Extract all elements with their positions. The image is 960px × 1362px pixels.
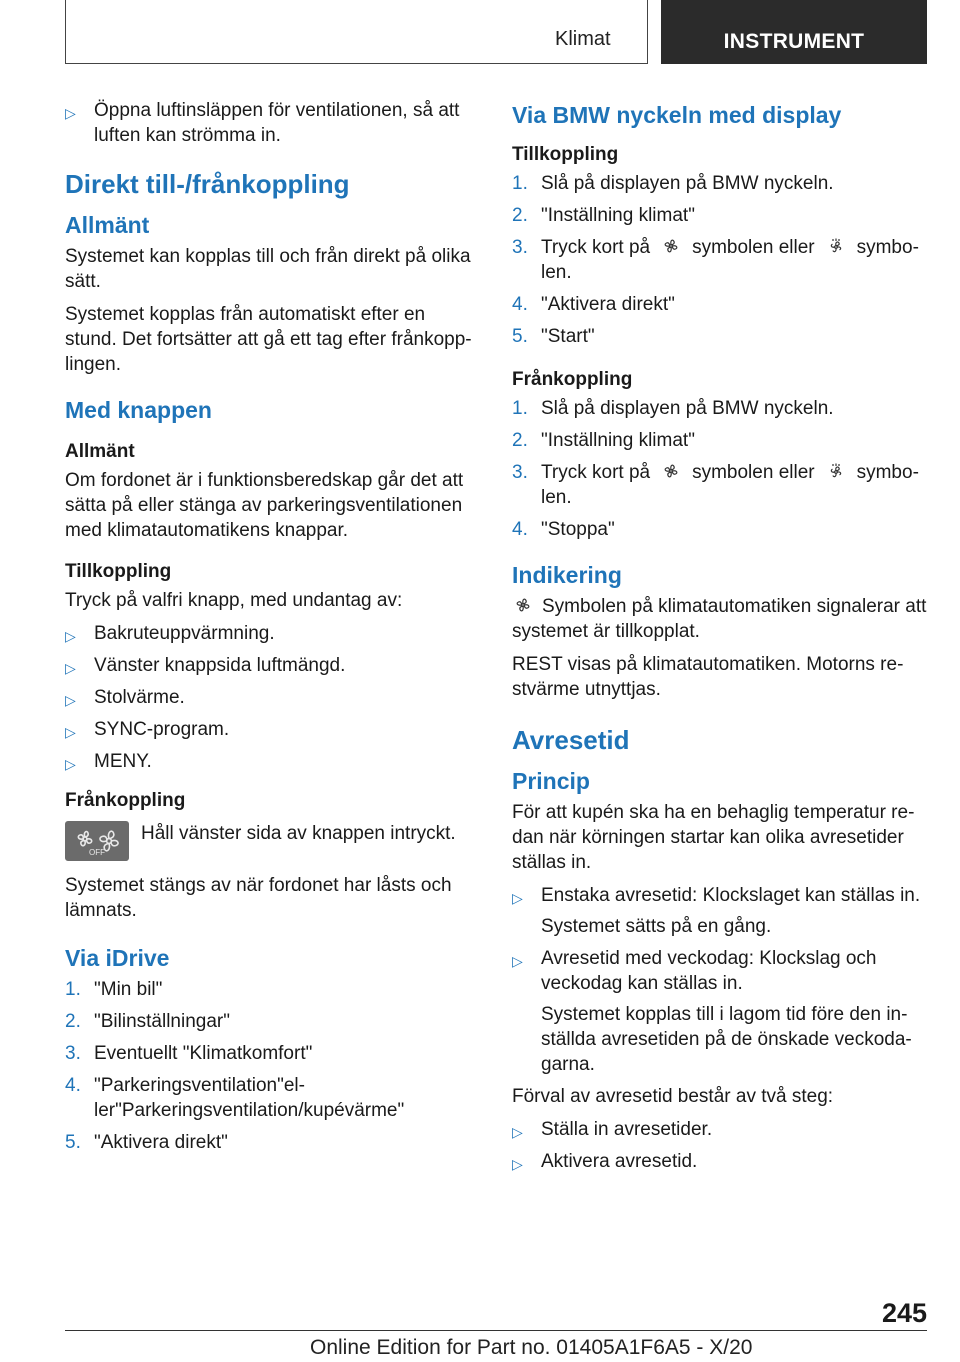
list-item: ▷ MENY. bbox=[65, 749, 475, 774]
fan-icon bbox=[514, 596, 532, 614]
footer-divider bbox=[65, 1330, 927, 1331]
list-item: ▷ Öppna luftinsläppen för ventilationen, så att luften kan strömma in. bbox=[65, 100, 460, 146]
heading-idrive: Via iDrive bbox=[65, 945, 170, 971]
off-instruction bbox=[65, 821, 475, 863]
subheading-tillkoppling: Tillkoppling bbox=[512, 144, 619, 165]
paragraph: Tryck på valfri knapp, med undantag av: bbox=[65, 590, 403, 611]
setup-steps bbox=[512, 1117, 932, 1174]
list-item: ▷ Enstaka avresetid: Klockslaget kan ställas in. Systemet sätts på en gång. bbox=[512, 885, 921, 937]
paragraph: Om fordonet är i funktionsberedskap går det att sätta på eller stänga av parkeringsventilationen med klimatautomatikens knappar. bbox=[65, 470, 464, 541]
list-item: ▷ Bakruteuppvärmning. bbox=[65, 621, 475, 646]
triangle-bullet-icon: ▷ bbox=[512, 890, 523, 906]
list-item: 5. "Start" bbox=[512, 326, 595, 347]
fan-icon bbox=[662, 462, 680, 480]
fan-off-button-icon bbox=[65, 821, 129, 861]
heading-princip: Princip bbox=[512, 768, 590, 794]
heading-bmw-key: Via BMW nyckeln med display bbox=[512, 102, 842, 128]
list-item: ▷ Stolvärme. bbox=[65, 685, 475, 710]
section-title: Klimat bbox=[555, 28, 611, 50]
left-column bbox=[65, 98, 475, 1162]
paragraph: Håll vänster sida av knappen intryckt. bbox=[141, 823, 456, 844]
paragraph: Systemet kopplas från automatiskt efter en stund. Det fortsätter att gå ett tag efter frånkopplingen. bbox=[65, 304, 472, 375]
paragraph: REST visas på klimatautomatiken. Motorns restvärme utnyttjas. bbox=[512, 654, 904, 700]
triangle-bullet-icon: ▷ bbox=[512, 1156, 523, 1172]
off-label: OFF bbox=[89, 848, 105, 857]
triangle-bullet-icon: ▷ bbox=[65, 628, 76, 644]
heading-indikering: Indikering bbox=[512, 562, 622, 588]
paragraph: För att kupén ska ha en behaglig temperatur redan när körningen startar kan olika avresetider ställas in. bbox=[512, 802, 915, 873]
idrive-steps bbox=[65, 977, 475, 1155]
avresetid-types bbox=[512, 883, 932, 1077]
list-item: ▷ Ställa in avresetider. bbox=[512, 1117, 932, 1142]
heading-direct: Direkt till-/frånkoppling bbox=[65, 169, 350, 199]
paragraph: Förval av avresetid består av två steg: bbox=[512, 1086, 834, 1107]
list-item: 2. "Inställning klimat" bbox=[512, 205, 695, 226]
list-item: 3. Tryck kort på symbolen eller symbolen. bbox=[512, 462, 919, 508]
ventilation-icon bbox=[827, 462, 845, 480]
heading-avresetid: Avresetid bbox=[512, 725, 630, 755]
paragraph: Systemet kan kopplas till och från direkt på olika sätt. bbox=[65, 246, 471, 292]
triangle-bullet-icon: ▷ bbox=[65, 756, 76, 772]
ventilation-icon bbox=[827, 237, 845, 255]
list-item: 4. "Aktivera direkt" bbox=[512, 294, 675, 315]
footer-edition: Online Edition for Part no. 01405A1F6A5 - X/20 bbox=[310, 1336, 753, 1359]
list-item: 4. "Stoppa" bbox=[512, 519, 615, 540]
heading-allmant: Allmänt bbox=[65, 212, 150, 238]
list-item: 1. "Min bil" bbox=[65, 979, 163, 1000]
key-on-steps bbox=[512, 171, 932, 349]
list-item: 1. Slå på displayen på BMW nyckeln. bbox=[512, 398, 834, 419]
paragraph: Symbolen på klimatautomatiken signalerar att systemet är tillkopplat. bbox=[512, 596, 927, 642]
list-item: 3. Eventuellt "Klimatkomfort" bbox=[65, 1043, 313, 1064]
key-off-steps bbox=[512, 396, 932, 542]
exceptions-list bbox=[65, 621, 475, 774]
page-header bbox=[65, 0, 927, 64]
heading-knappen: Med knappen bbox=[65, 397, 212, 423]
subheading-frankoppling: Frånkoppling bbox=[65, 790, 186, 811]
triangle-bullet-icon: ▷ bbox=[65, 692, 76, 708]
triangle-bullet-icon: ▷ bbox=[65, 724, 76, 740]
list-item: 1. Slå på displayen på BMW nyckeln. bbox=[512, 173, 834, 194]
page-number: 245 bbox=[881, 1298, 927, 1328]
list-item: 4. "Parkeringsventilation"eller"Parkeringsventilation/kupévärme" bbox=[65, 1075, 405, 1121]
subheading-allmant: Allmänt bbox=[65, 441, 135, 462]
triangle-bullet-icon: ▷ bbox=[512, 953, 523, 969]
list-item: ▷ SYNC-program. bbox=[65, 717, 475, 742]
list-item: ▷ Vänster knappsida luftmängd. bbox=[65, 653, 475, 678]
fan-icon bbox=[65, 821, 129, 861]
triangle-bullet-icon: ▷ bbox=[65, 660, 76, 676]
list-item: 2. "Bilinställningar" bbox=[65, 1011, 230, 1032]
list-item: ▷ Aktivera avresetid. bbox=[512, 1149, 932, 1174]
triangle-bullet-icon: ▷ bbox=[512, 1124, 523, 1140]
list-item: ▷ Avresetid med veckodag: Klockslag och veckodag kan ställas in. Systemet kopplas till i lagom tid före den inställda avresetiden på de önskade veckodagarna. bbox=[512, 948, 912, 1075]
fan-icon bbox=[662, 237, 680, 255]
list-item: 2. "Inställning klimat" bbox=[512, 430, 695, 451]
paragraph: Systemet stängs av när fordonet har låsts och lämnats. bbox=[65, 875, 452, 921]
list-item: 5. "Aktivera direkt" bbox=[65, 1132, 228, 1153]
subheading-tillkoppling: Tillkoppling bbox=[65, 561, 172, 582]
subheading-frankoppling: Frånkoppling bbox=[512, 369, 633, 390]
list-item: 3. Tryck kort på symbolen eller symbolen. bbox=[512, 237, 919, 283]
triangle-bullet-icon: ▷ bbox=[65, 105, 76, 121]
chapter-tab: INSTRUMENT bbox=[661, 0, 927, 64]
right-column bbox=[512, 98, 932, 1181]
